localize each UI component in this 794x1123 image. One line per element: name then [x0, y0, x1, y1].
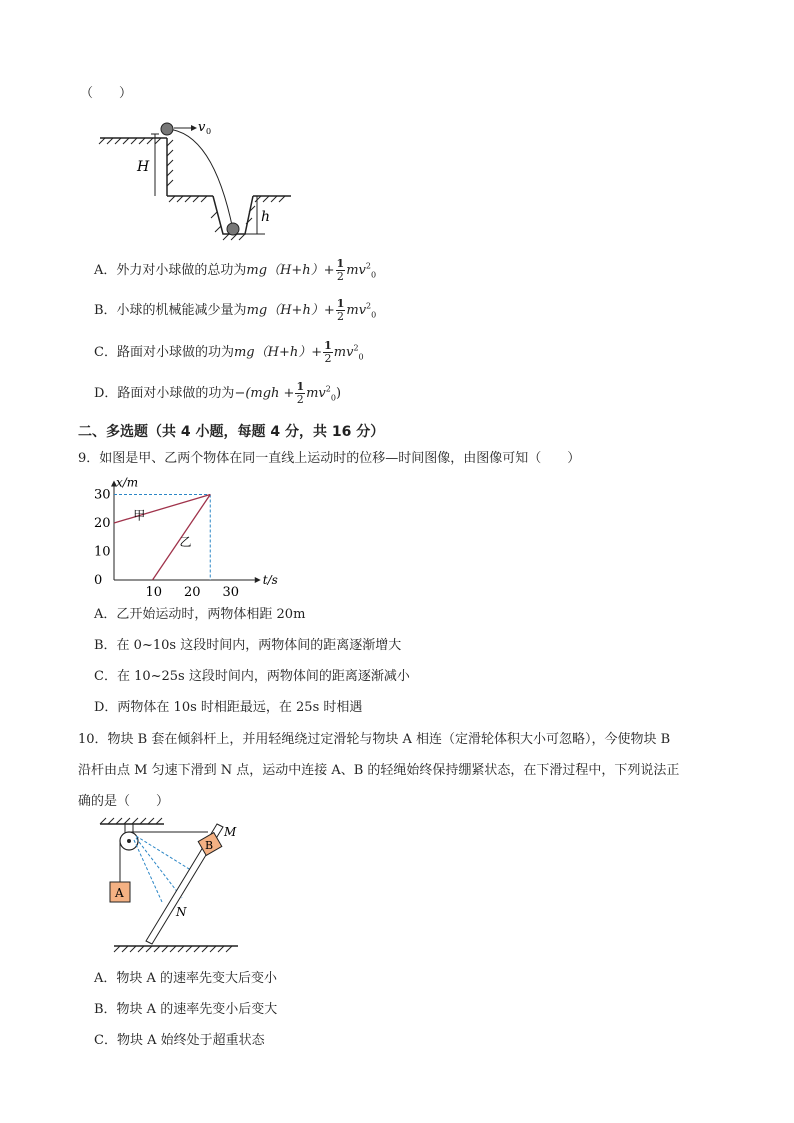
q9-option-b[interactable]: B．在 0~10s 这段时间内，两物体间的距离逐渐增大: [94, 638, 402, 653]
fraction: $\frac{1}{2}$: [324, 339, 332, 365]
option-a[interactable]: A．外力对小球做的总功为mg（H+h）+ $\frac{1}{2}$ $mv^2_0$: [94, 257, 377, 283]
series-label-yi: 乙: [179, 534, 192, 549]
section-heading: 二、多选题（共 4 小题，每题 4 分，共 16 分）: [78, 424, 385, 440]
point-m-label: M: [224, 825, 237, 839]
mv-term: mv: [346, 303, 367, 318]
q10-stem-line1: 10．物块 B 套在倾斜杆上，并用轻绳绕过定滑轮与物块 A 相连（定滑轮体积大小可忽略），今使物块 B: [78, 732, 671, 747]
pulley-figure: [98, 814, 248, 956]
y-tick-label: 0: [94, 573, 103, 588]
option-b-text: B．小球的机械能减少量为: [94, 303, 247, 318]
x-tick-label: 30: [222, 585, 240, 600]
option-d[interactable]: D．路面对小球做的功为−(mgh + $\frac{1}{2}$ $mv^2_0$): [94, 380, 342, 406]
option-a-text: A．外力对小球做的总功为: [94, 263, 247, 278]
q9-option-c[interactable]: C．在 10~25s 这段时间内，两物体间的距离逐渐减小: [94, 669, 410, 684]
option-d-expr: −(mgh +: [234, 386, 295, 401]
q10-stem-line2: 沿杆由点 M 匀速下滑到 N 点，运动中连接 A、B 的轻绳始终保持绷紧状态，在下滑过程中，下列说法正: [78, 763, 680, 778]
q10-option-a[interactable]: A．物块 A 的速率先变大后变小: [94, 971, 278, 986]
option-d-text: D．路面对小球做的功为: [94, 386, 235, 401]
option-b-expr: mg（H+h）+: [246, 303, 335, 318]
option-a-expr: mg（H+h）+: [246, 263, 335, 278]
option-c[interactable]: C．路面对小球做的功为mg（H+h）+ $\frac{1}{2}$ $mv^2_0$: [94, 339, 364, 365]
y-tick-label: 10: [94, 544, 111, 560]
option-c-text: C．路面对小球做的功为: [94, 345, 234, 360]
question-bracket: （ ）: [80, 86, 133, 101]
h-label: h: [261, 209, 271, 225]
fraction: $\frac{1}{2}$: [336, 297, 345, 323]
block-b-label: B: [205, 839, 214, 852]
projectile-figure: [95, 112, 295, 244]
xt-chart: [88, 472, 298, 600]
q10-stem-line3: 确的是（ ）: [78, 794, 170, 809]
v0-sub-label: 0: [206, 127, 212, 136]
x-axis-label: t/s: [262, 573, 278, 587]
q10-option-b[interactable]: B．物块 A 的速率先变小后变大: [94, 1002, 278, 1017]
mv-term: mv: [346, 263, 366, 278]
y-tick-label: 30: [94, 487, 111, 503]
q10-option-c[interactable]: C．物块 A 始终处于超重状态: [94, 1033, 265, 1048]
y-tick-label: 20: [94, 516, 111, 531]
series-label-jia: 甲: [133, 508, 146, 523]
mv-term: mv: [333, 345, 354, 360]
q9-option-a[interactable]: A．乙开始运动时，两物体相距 20m: [94, 607, 306, 622]
y-axis-label: x/m: [116, 475, 139, 490]
option-b[interactable]: B．小球的机械能减少量为mg（H+h）+ $\frac{1}{2}$ $mv^2_0$: [94, 297, 377, 323]
x-axis-arrow: [255, 577, 261, 583]
fraction: $\frac{1}{2}$: [296, 380, 305, 406]
q9-option-d[interactable]: D．两物体在 10s 时相距最远，在 25s 时相遇: [94, 700, 363, 715]
x-tick-label: 10: [145, 585, 163, 600]
v0-label: v: [198, 120, 206, 135]
option-c-expr: mg（H+h）+: [233, 345, 323, 360]
series-line-0: [114, 495, 210, 524]
point-n-label: N: [176, 905, 187, 919]
H-label: H: [137, 159, 150, 175]
fraction: $\frac{1}{2}$: [336, 257, 345, 283]
q9-stem: 9．如图是甲、乙两个物体在同一直线上运动时的位移—时间图像，由图像可知（ ）: [78, 451, 581, 466]
mv-term: mv: [306, 386, 326, 401]
block-a-label: A: [115, 886, 124, 900]
x-tick-label: 20: [184, 585, 201, 600]
